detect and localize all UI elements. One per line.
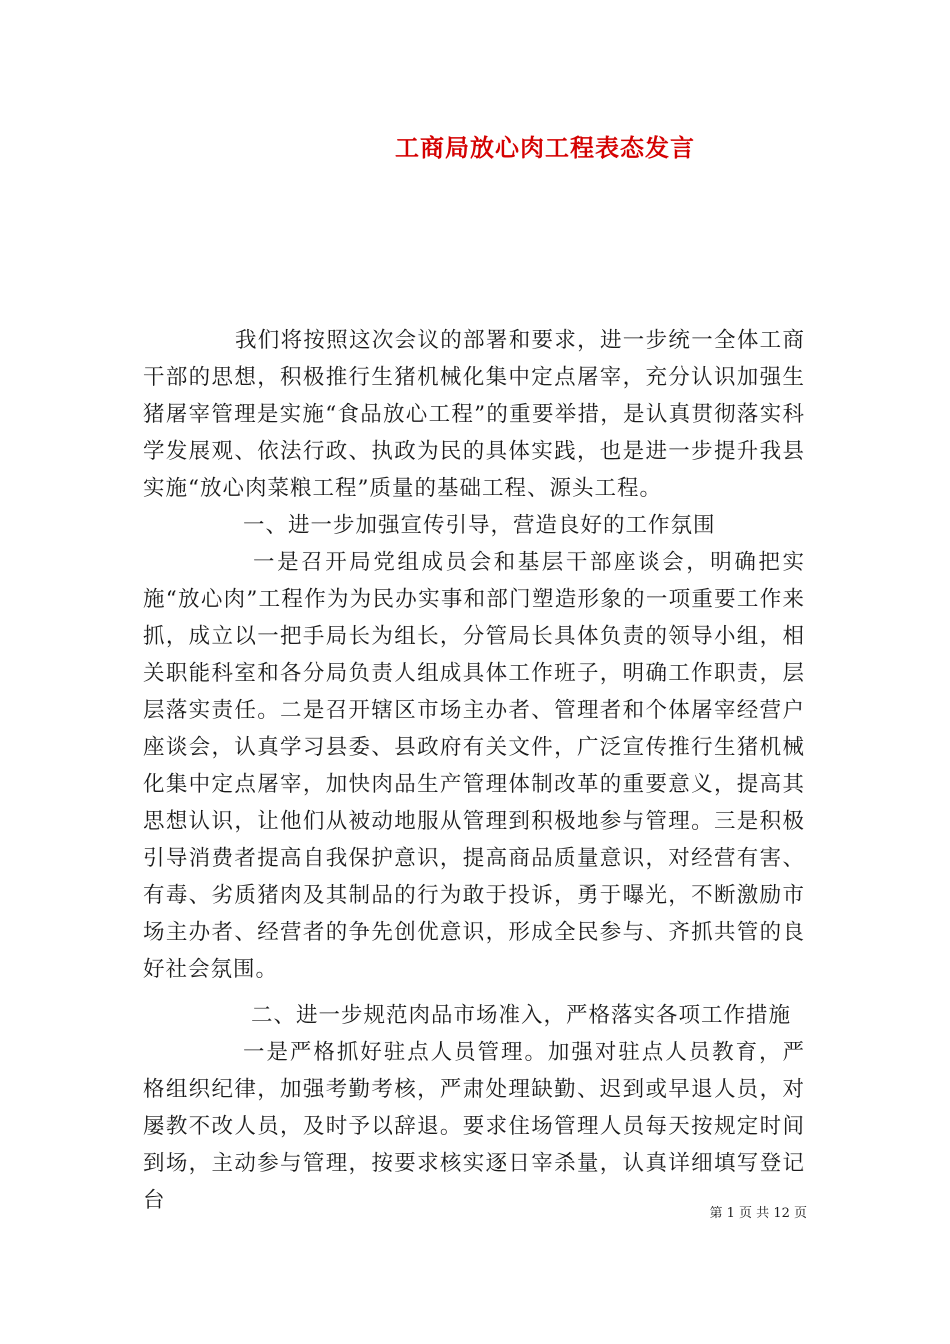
section-heading-1: 一、进一步加强宣传引导，营造良好的工作氛围 <box>243 513 716 538</box>
document-body <box>143 322 805 1219</box>
paragraph-intro: 我们将按照这次会议的部署和要求，进一步统一全体工商干部的思想，积极推行生猪机械化集中定点屠宰，充分认识加强生猪屠宰管理是实施“食品放心工程”的重要举措，是认真贯彻落实科学发展观、依法行政、执政为民的具体实践，也是进一步提升我县实施“放心肉菜粮工程”质量的基础工程、源头工程。 <box>143 328 805 501</box>
paragraph-section-1: 一是召开局党组成员会和基层干部座谈会，明确把实施“放心肉”工程作为为民办实事和部门塑造形象的一项重要工作来抓，成立以一把手局长为组长，分管局长具体负责的领导小组，相关职能科室和各分局负责人组成具体工作班子，明确工作职责，层层落实责任。二是召开辖区市场主办者、管理者和个体屠宰经营户座谈会，认真学习县委、县政府有关文件，广泛宣传推行生猪机械化集中定点屠宰，加快肉品生产管理体制改革的重要意义，提高其思想认识，让他们从被动地服从管理到积极地参与管理。三是积极引导消费者提高自我保护意识，提高商品质量意识，对经营有害、有毒、劣质猪肉及其制品的行为敢于投诉，勇于曝光，不断激励市场主办者、经营者的争先创优意识，形成全民参与、齐抓共管的良好社会氛围。 <box>143 550 805 982</box>
paragraph-section-2: 一是严格抓好驻点人员管理。加强对驻点人员教育，严格组织纪律，加强考勤考核，严肃处理缺勤、迟到或早退人员，对屡教不改人员，及时予以辞退。要求住场管理人员每天按规定时间到场，主动参与管理，按要求核实逐日宰杀量，认真详细填写登记台 <box>143 1040 805 1213</box>
document-title: 工商局放心肉工程表态发言 <box>395 133 695 162</box>
section-heading-2: 二、进一步规范肉品市场准入，严格落实各项工作措施 <box>251 1003 792 1028</box>
page-number: 第 1 页 共 12 页 <box>709 1206 807 1221</box>
